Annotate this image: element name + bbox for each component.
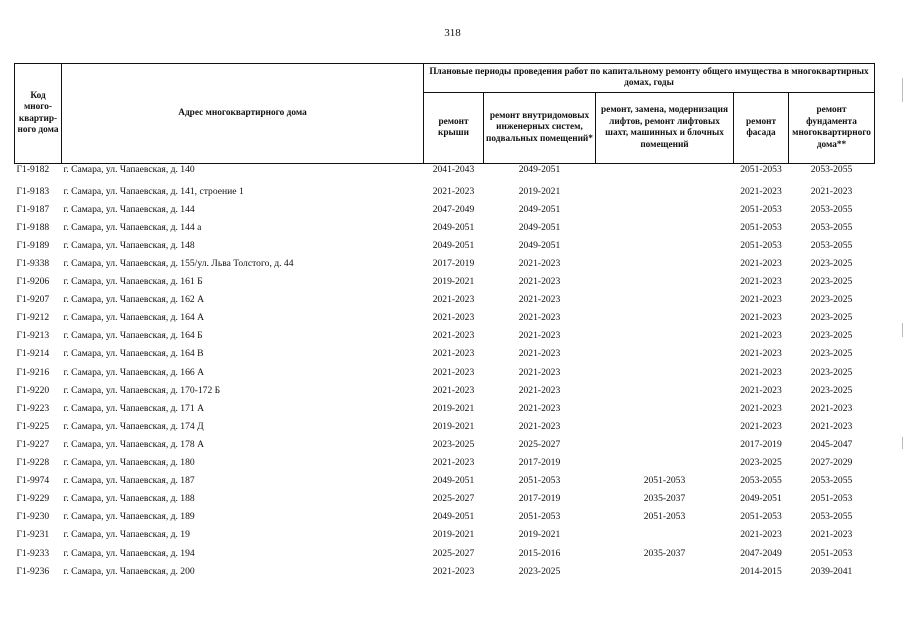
foundation-period-cell: 2051-2053 [810, 493, 853, 505]
systems-period-cell: 2049-2051 [518, 203, 561, 215]
house-code-cell: Г1-9182 [16, 164, 50, 175]
lifts-period-cell [596, 254, 734, 272]
roof-period-cell: 2021-2023 [432, 312, 475, 324]
roof-period-cell: 2025-2027 [432, 493, 475, 505]
house-code-cell: Г1-9338 [16, 258, 50, 270]
house-code-cell: Г1-9227 [16, 438, 50, 450]
facade-period-cell: 2017-2019 [740, 438, 782, 450]
systems-period-cell: 2051-2053 [518, 511, 561, 523]
address-cell: г. Самара, ул. Чапаевская, д. 200 [63, 565, 195, 577]
header-lift-repair: ремонт, замена, модернизация лифтов, ремонт лифтовых шахт, машинных и блочных помещений [596, 93, 734, 164]
facade-period-cell: 2021-2023 [740, 348, 782, 360]
facade-period-cell: 2047-2049 [740, 547, 782, 559]
address-cell: г. Самара, ул. Чапаевская, д. 141, строение 1 [63, 185, 244, 197]
roof-period-cell: 2019-2021 [432, 529, 475, 541]
lifts-period-cell: 2035-2037 [643, 493, 686, 505]
roof-period-cell: 2021-2023 [432, 366, 475, 378]
lifts-period-cell [596, 327, 734, 345]
repair-schedule-table [14, 63, 875, 580]
house-code-cell: Г1-9231 [16, 529, 50, 541]
systems-period-cell: 2021-2023 [518, 294, 561, 306]
address-cell: г. Самара, ул. Чапаевская, д. 164 В [63, 348, 204, 360]
house-code-cell: Г1-9213 [16, 330, 50, 342]
table-row [15, 200, 875, 218]
house-code-cell: Г1-9214 [16, 348, 50, 360]
systems-period-cell: 2049-2051 [518, 164, 561, 175]
foundation-period-cell: 2021-2023 [810, 529, 853, 541]
house-code-cell: Г1-9207 [16, 294, 50, 306]
lifts-period-cell [596, 200, 734, 218]
systems-period-cell: 2021-2023 [518, 312, 561, 324]
address-cell: г. Самара, ул. Чапаевская, д. 155/ул. Льва Толстого, д. 44 [63, 258, 294, 270]
table-row [15, 273, 875, 291]
foundation-period-cell: 2023-2025 [810, 258, 853, 270]
systems-period-cell: 2021-2023 [518, 384, 561, 396]
systems-period-cell: 2017-2019 [518, 493, 561, 505]
systems-period-cell: 2021-2023 [518, 348, 561, 360]
facade-period-cell: 2021-2023 [740, 366, 782, 378]
systems-period-cell: 2021-2023 [518, 420, 561, 432]
lifts-period-cell [596, 309, 734, 327]
table-row [15, 164, 875, 183]
table-row [15, 182, 875, 200]
table-row [15, 254, 875, 272]
roof-period-cell: 2049-2051 [432, 221, 475, 233]
foundation-period-cell: 2053-2055 [810, 164, 853, 175]
facade-period-cell: 2051-2053 [740, 511, 782, 523]
foundation-period-cell: 2039-2041 [810, 565, 853, 577]
address-cell: г. Самара, ул. Чапаевская, д. 164 Б [63, 330, 203, 342]
lifts-period-cell [596, 417, 734, 435]
lifts-period-cell: 2051-2053 [643, 511, 686, 523]
house-code-cell: Г1-9228 [16, 457, 50, 469]
systems-period-cell: 2021-2023 [518, 330, 561, 342]
table-row [15, 345, 875, 363]
lifts-period-cell [596, 182, 734, 200]
house-code-cell: Г1-9233 [16, 547, 50, 559]
address-cell: г. Самара, ул. Чапаевская, д. 161 Б [63, 276, 203, 288]
foundation-period-cell: 2053-2055 [810, 221, 853, 233]
roof-period-cell: 2025-2027 [432, 547, 475, 559]
roof-period-cell: 2021-2023 [432, 565, 475, 577]
table-row [15, 218, 875, 236]
lifts-period-cell [596, 454, 734, 472]
address-cell: г. Самара, ул. Чапаевская, д. 174 Д [63, 420, 204, 432]
address-cell: г. Самара, ул. Чапаевская, д. 188 [63, 493, 195, 505]
systems-period-cell: 2021-2023 [518, 402, 561, 414]
lifts-period-cell [596, 363, 734, 381]
address-cell: г. Самара, ул. Чапаевская, д. 144 [63, 203, 195, 215]
foundation-period-cell: 2023-2025 [810, 312, 853, 324]
table-row [15, 472, 875, 490]
lifts-period-cell [596, 345, 734, 363]
address-cell: г. Самара, ул. Чапаевская, д. 178 А [63, 438, 205, 450]
roof-period-cell: 2019-2021 [432, 420, 475, 432]
house-code-cell: Г1-9183 [16, 185, 50, 197]
house-code-cell: Г1-9189 [16, 239, 50, 251]
house-code-cell: Г1-9187 [16, 203, 50, 215]
facade-period-cell: 2051-2053 [740, 164, 782, 175]
lifts-period-cell: 2035-2037 [643, 547, 686, 559]
address-cell: г. Самара, ул. Чапаевская, д. 170-172 Б [63, 384, 221, 396]
facade-period-cell: 2021-2023 [740, 294, 782, 306]
facade-period-cell: 2021-2023 [740, 330, 782, 342]
roof-period-cell: 2023-2025 [432, 438, 475, 450]
table-row [15, 544, 875, 562]
header-systems-repair: ремонт внутридомовых инженерных систем, подвальных помещений* [484, 93, 596, 164]
facade-period-cell: 2021-2023 [740, 258, 782, 270]
facade-period-cell: 2021-2023 [740, 529, 782, 541]
scan-edge-mark [902, 323, 903, 337]
header-address: Адрес многоквартирного дома [62, 64, 424, 164]
systems-period-cell: 2021-2023 [518, 258, 561, 270]
header-house-code: Код много-квартир-ного дома [15, 64, 62, 164]
address-cell: г. Самара, ул. Чапаевская, д. 148 [63, 239, 195, 251]
house-code-cell: Г1-9220 [16, 384, 50, 396]
house-code-cell: Г1-9212 [16, 312, 50, 324]
address-cell: г. Самара, ул. Чапаевская, д. 140 [63, 164, 195, 175]
roof-period-cell: 2041-2043 [432, 164, 475, 175]
table-row [15, 508, 875, 526]
address-cell: г. Самара, ул. Чапаевская, д. 189 [63, 511, 195, 523]
roof-period-cell: 2049-2051 [432, 511, 475, 523]
lifts-period-cell [596, 273, 734, 291]
table-body [15, 164, 875, 581]
facade-period-cell: 2021-2023 [740, 276, 782, 288]
foundation-period-cell: 2053-2055 [810, 203, 853, 215]
house-code-cell: Г1-9236 [16, 565, 50, 577]
facade-period-cell: 2021-2023 [740, 384, 782, 396]
header-facade-repair: ремонт фасада [734, 93, 789, 164]
table-row [15, 291, 875, 309]
lifts-period-cell [596, 562, 734, 580]
foundation-period-cell: 2053-2055 [810, 511, 853, 523]
systems-period-cell: 2051-2053 [518, 475, 561, 487]
roof-period-cell: 2021-2023 [432, 330, 475, 342]
foundation-period-cell: 2023-2025 [810, 366, 853, 378]
table-row [15, 490, 875, 508]
house-code-cell: Г1-9188 [16, 221, 50, 233]
lifts-period-cell [596, 291, 734, 309]
lifts-period-cell: 2051-2053 [643, 475, 686, 487]
table-row [15, 399, 875, 417]
facade-period-cell: 2021-2023 [740, 402, 782, 414]
facade-period-cell: 2051-2053 [740, 221, 782, 233]
table-row [15, 327, 875, 345]
foundation-period-cell: 2053-2055 [810, 475, 853, 487]
table-row [15, 236, 875, 254]
systems-period-cell: 2021-2023 [518, 366, 561, 378]
header-foundation-repair: ремонт фундамента многоквартирного дома** [789, 93, 875, 164]
foundation-period-cell: 2051-2053 [810, 547, 853, 559]
facade-period-cell: 2049-2051 [740, 493, 782, 505]
roof-period-cell: 2049-2051 [432, 239, 475, 251]
systems-period-cell: 2019-2021 [518, 529, 561, 541]
foundation-period-cell: 2021-2023 [810, 185, 853, 197]
table-header [15, 64, 875, 164]
house-code-cell: Г1-9229 [16, 493, 50, 505]
address-cell: г. Самара, ул. Чапаевская, д. 164 А [63, 312, 205, 324]
scan-edge-mark [902, 437, 903, 449]
address-cell: г. Самара, ул. Чапаевская, д. 187 [63, 475, 195, 487]
house-code-cell: Г1-9223 [16, 402, 50, 414]
systems-period-cell: 2019-2021 [518, 185, 561, 197]
scan-edge-mark [902, 78, 903, 102]
lifts-period-cell [596, 164, 734, 183]
foundation-period-cell: 2023-2025 [810, 384, 853, 396]
roof-period-cell: 2019-2021 [432, 402, 475, 414]
house-code-cell: Г1-9974 [16, 475, 50, 487]
foundation-period-cell: 2023-2025 [810, 348, 853, 360]
address-cell: г. Самара, ул. Чапаевская, д. 144 а [63, 221, 202, 233]
page-number: 318 [444, 27, 461, 39]
house-code-cell: Г1-9216 [16, 366, 50, 378]
address-cell: г. Самара, ул. Чапаевская, д. 166 А [63, 366, 205, 378]
facade-period-cell: 2023-2025 [740, 457, 782, 469]
systems-period-cell: 2017-2019 [518, 457, 561, 469]
address-cell: г. Самара, ул. Чапаевская, д. 171 А [63, 402, 205, 414]
lifts-period-cell [596, 218, 734, 236]
facade-period-cell: 2014-2015 [740, 565, 782, 577]
lifts-period-cell [596, 381, 734, 399]
table-row [15, 309, 875, 327]
house-code-cell: Г1-9230 [16, 511, 50, 523]
address-cell: г. Самара, ул. Чапаевская, д. 180 [63, 457, 195, 469]
foundation-period-cell: 2027-2029 [810, 457, 853, 469]
facade-period-cell: 2051-2053 [740, 239, 782, 251]
roof-period-cell: 2021-2023 [432, 185, 475, 197]
house-code-cell: Г1-9225 [16, 420, 50, 432]
address-cell: г. Самара, ул. Чапаевская, д. 162 А [63, 294, 205, 306]
facade-period-cell: 2021-2023 [740, 420, 782, 432]
systems-period-cell: 2049-2051 [518, 221, 561, 233]
systems-period-cell: 2025-2027 [518, 438, 561, 450]
table-row [15, 562, 875, 580]
roof-period-cell: 2019-2021 [432, 276, 475, 288]
foundation-period-cell: 2053-2055 [810, 239, 853, 251]
roof-period-cell: 2049-2051 [432, 475, 475, 487]
header-roof-repair: ремонт крыши [424, 93, 484, 164]
foundation-period-cell: 2021-2023 [810, 420, 853, 432]
roof-period-cell: 2021-2023 [432, 348, 475, 360]
roof-period-cell: 2017-2019 [432, 258, 475, 270]
roof-period-cell: 2047-2049 [432, 203, 475, 215]
house-code-cell: Г1-9206 [16, 276, 50, 288]
table-row [15, 454, 875, 472]
facade-period-cell: 2021-2023 [740, 185, 782, 197]
table-row [15, 435, 875, 453]
roof-period-cell: 2021-2023 [432, 294, 475, 306]
roof-period-cell: 2021-2023 [432, 457, 475, 469]
systems-period-cell: 2049-2051 [518, 239, 561, 251]
address-cell: г. Самара, ул. Чапаевская, д. 194 [63, 547, 195, 559]
facade-period-cell: 2021-2023 [740, 312, 782, 324]
systems-period-cell: 2021-2023 [518, 276, 561, 288]
foundation-period-cell: 2021-2023 [810, 402, 853, 414]
address-cell: г. Самара, ул. Чапаевская, д. 19 [63, 529, 190, 541]
roof-period-cell: 2021-2023 [432, 384, 475, 396]
foundation-period-cell: 2023-2025 [810, 276, 853, 288]
facade-period-cell: 2051-2053 [740, 203, 782, 215]
systems-period-cell: 2015-2016 [518, 547, 561, 559]
foundation-period-cell: 2023-2025 [810, 294, 853, 306]
lifts-period-cell [596, 399, 734, 417]
table-row [15, 526, 875, 544]
systems-period-cell: 2023-2025 [518, 565, 561, 577]
foundation-period-cell: 2045-2047 [810, 438, 853, 450]
facade-period-cell: 2053-2055 [740, 475, 782, 487]
lifts-period-cell [596, 236, 734, 254]
table-row [15, 381, 875, 399]
lifts-period-cell [596, 526, 734, 544]
header-planned-periods: Плановые периоды проведения работ по капитальному ремонту общего имущества в многоквартирных домах, годы [424, 64, 875, 93]
lifts-period-cell [596, 435, 734, 453]
foundation-period-cell: 2023-2025 [810, 330, 853, 342]
table-row [15, 417, 875, 435]
table-row [15, 363, 875, 381]
